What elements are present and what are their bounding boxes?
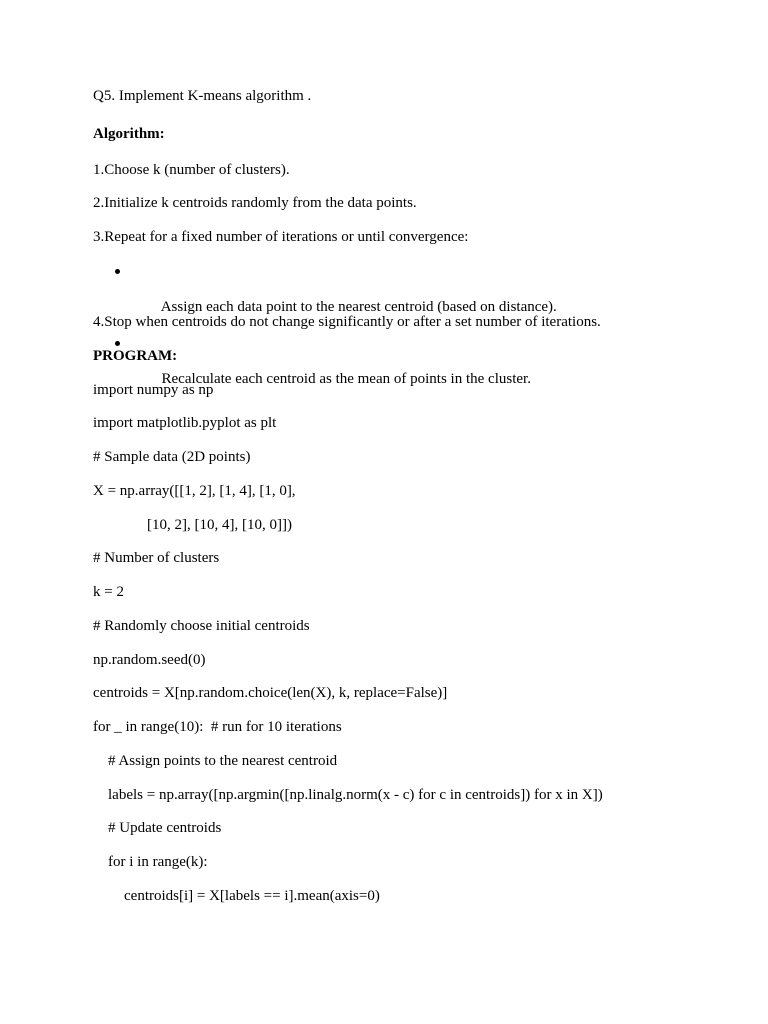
code-line: np.random.seed(0) (93, 652, 206, 668)
code-line: for _ in range(10): # run for 10 iterations (93, 719, 342, 735)
program-heading: PROGRAM: (93, 348, 178, 364)
code-comment: # Number of clusters (93, 550, 220, 566)
code-line: import numpy as np (93, 382, 214, 398)
code-line: k = 2 (93, 584, 124, 600)
bullet-icon (115, 341, 120, 346)
algorithm-step-2: 2.Initialize k centroids randomly from the data points. (93, 195, 417, 211)
code-line: X = np.array([[1, 2], [1, 4], [1, 0], (93, 483, 296, 499)
code-comment: # Assign points to the nearest centroid (108, 753, 338, 769)
code-comment: # Update centroids (108, 820, 222, 836)
algorithm-step-4: 4.Stop when centroids do not change significantly or after a set number of iterations. (93, 314, 601, 330)
code-line: centroids = X[np.random.choice(len(X), k, replace=False)] (93, 685, 448, 701)
code-comment: # Sample data (2D points) (93, 449, 251, 465)
code-comment: # Randomly choose initial centroids (93, 618, 310, 634)
bullet-icon (115, 269, 120, 274)
question-title: Q5. Implement K-means algorithm . (93, 88, 312, 104)
algorithm-heading: Algorithm: (93, 126, 165, 142)
bullet-text: Recalculate each centroid as the mean of points in the cluster. (161, 371, 531, 387)
algorithm-step-1: 1.Choose k (number of clusters). (93, 162, 290, 178)
code-line: [10, 2], [10, 4], [10, 0]]) (147, 517, 292, 533)
algorithm-step-3: 3.Repeat for a fixed number of iterations or until convergence: (93, 229, 469, 245)
code-line: centroids[i] = X[labels == i].mean(axis=0) (124, 888, 380, 904)
bullet-text: Assign each data point to the nearest centroid (based on distance). (160, 299, 557, 315)
code-line: labels = np.array([np.argmin([np.linalg.norm(x - c) for c in centroids]) for x in X]) (108, 787, 603, 803)
code-line: for i in range(k): (108, 854, 208, 870)
code-line: import matplotlib.pyplot as plt (93, 415, 277, 431)
